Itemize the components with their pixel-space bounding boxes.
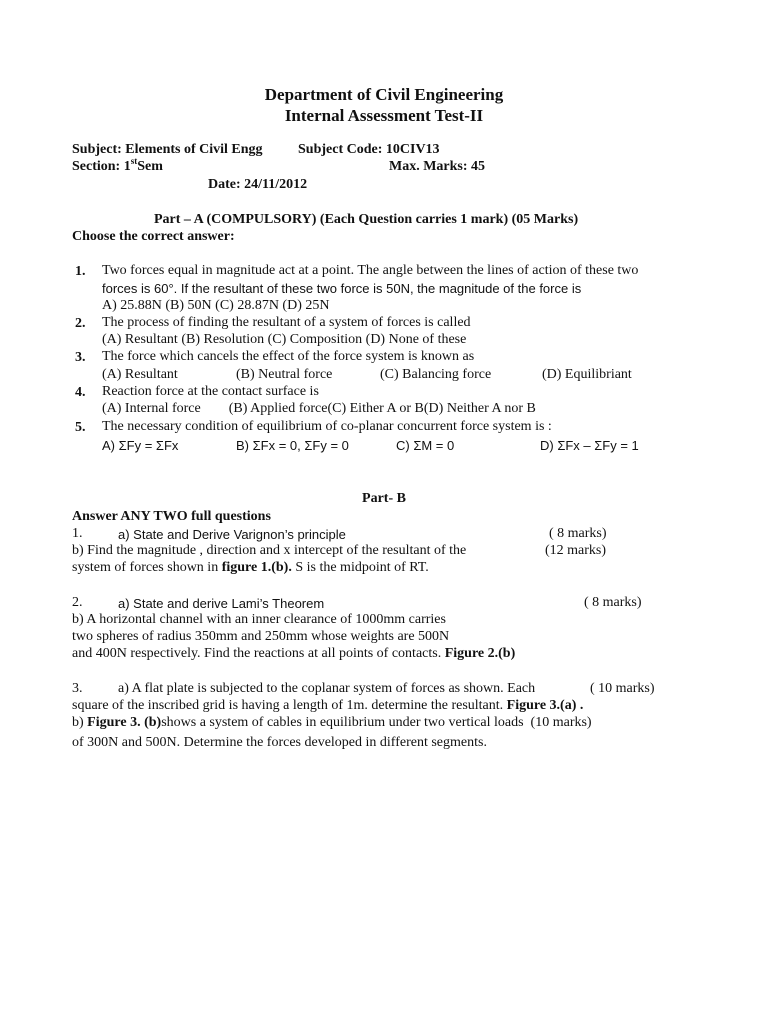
- question-text: and 400N respectively. Find the reactions at all points of contacts. Figure 2.(b): [72, 646, 516, 661]
- question-text: b) Find the magnitude , direction and x intercept of the resultant of the: [72, 543, 467, 558]
- question-text: system of forces shown in figure 1.(b). S is the midpoint of RT.: [72, 560, 429, 575]
- subject-code: Subject Code: 10CIV13: [298, 142, 440, 157]
- question-text: Two forces equal in magnitude act at a point. The angle between the lines of action of these two: [102, 263, 639, 278]
- option-a: (A) Resultant: [102, 367, 178, 382]
- part-a-instruction: Choose the correct answer:: [72, 229, 235, 244]
- part-b-heading: Part- B: [362, 491, 406, 506]
- question-text: forces is 60°. If the resultant of these two force is 50N, the magnitude of the force is: [102, 281, 582, 296]
- option-c: C) ΣM = 0: [396, 438, 455, 453]
- question-number: 1.: [75, 264, 86, 279]
- marks: ( 8 marks): [584, 595, 642, 610]
- part-a-heading: Part – A (COMPULSORY) (Each Question carries 1 mark) (05 Marks): [154, 212, 579, 227]
- exam-date: Date: 24/11/2012: [208, 177, 308, 192]
- question-text: a) A flat plate is subjected to the coplanar system of forces as shown. Each: [118, 681, 536, 696]
- department-title: Department of Civil Engineering: [264, 85, 504, 104]
- question-text: The force which cancels the effect of the force system is known as: [102, 349, 475, 364]
- question-number: 3.: [72, 681, 83, 696]
- question-number: 5.: [75, 420, 86, 435]
- question-number: 1.: [72, 526, 83, 541]
- option-d: D) ΣFx – ΣFy = 1: [540, 438, 639, 453]
- question-text: of 300N and 500N. Determine the forces developed in different segments.: [72, 735, 487, 750]
- max-marks: Max. Marks: 45: [389, 159, 486, 174]
- section-label: Section: 1stSem: [72, 156, 163, 174]
- question-number: 3.: [75, 350, 86, 365]
- question-text: b) Figure 3. (b)shows a system of cables in equilibrium under two vertical loads (10 marks): [72, 715, 592, 730]
- option-d: (D) Equilibriant: [542, 367, 632, 382]
- question-options: A) 25.88N (B) 50N (C) 28.87N (D) 25N: [102, 298, 330, 313]
- option-b: B) ΣFx = 0, ΣFy = 0: [236, 438, 349, 453]
- option-c: (C) Balancing force: [380, 367, 492, 382]
- question-text: Reaction force at the contact surface is: [102, 384, 319, 399]
- question-text: The process of finding the resultant of a system of forces is called: [102, 315, 471, 330]
- test-title: Internal Assessment Test-II: [284, 106, 484, 125]
- subject-label: Subject: Elements of Civil Engg: [72, 142, 263, 157]
- question-text: The necessary condition of equilibrium of co-planar concurrent force system is :: [102, 419, 552, 434]
- question-text: b) A horizontal channel with an inner clearance of 1000mm carries: [72, 612, 446, 627]
- question-number: 2.: [75, 316, 86, 331]
- marks: ( 8 marks): [549, 526, 607, 541]
- question-text: a) State and Derive Varignon’s principle: [118, 527, 346, 542]
- part-b-instruction: Answer ANY TWO full questions: [72, 509, 271, 524]
- question-text: square of the inscribed grid is having a length of 1m. determine the resultant. Figure 3.(a) .: [72, 698, 584, 713]
- marks: (12 marks): [545, 543, 607, 558]
- question-options: (A) Resultant (B) Resolution (C) Composition (D) None of these: [102, 332, 467, 347]
- question-number: 2.: [72, 595, 83, 610]
- question-number: 4.: [75, 385, 86, 400]
- marks: ( 10 marks): [590, 681, 655, 696]
- question-options: (A) Internal force (B) Applied force(C) Either A or B(D) Neither A nor B: [102, 401, 536, 416]
- option-a: A) ΣFy = ΣFx: [102, 438, 179, 453]
- question-text: a) State and derive Lami’s Theorem: [118, 596, 325, 611]
- question-text: two spheres of radius 350mm and 250mm whose weights are 500N: [72, 629, 450, 644]
- option-b: (B) Neutral force: [236, 367, 333, 382]
